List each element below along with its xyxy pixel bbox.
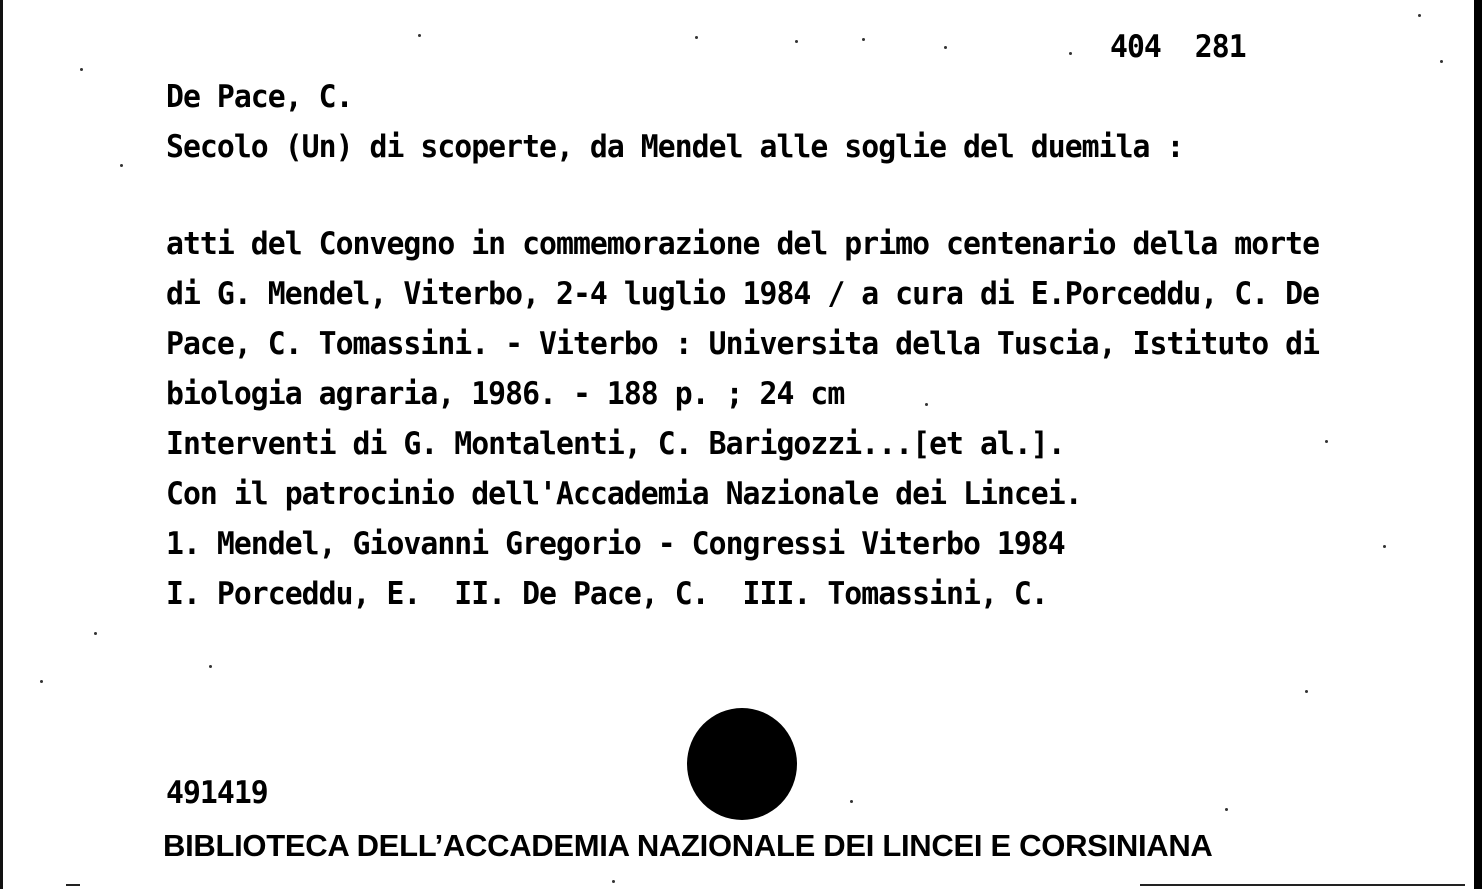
body-line: biologia agraria, 1986. - 188 p. ; 24 cm <box>166 376 845 412</box>
library-name: BIBLIOTECA DELL’ACCADEMIA NAZIONALE DEI LINCEI E CORSINIANA <box>163 828 1213 863</box>
body-line: I. Porceddu, E. II. De Pace, C. III. Tomassini, C. <box>166 576 1048 612</box>
inventory-number: 491419 <box>166 775 268 811</box>
call-number: 404 281 <box>1110 29 1246 65</box>
punch-hole <box>687 708 797 820</box>
author-heading: De Pace, C. <box>166 79 353 115</box>
scan-edge-mark <box>66 884 80 886</box>
body-line: 1. Mendel, Giovanni Gregorio - Congressi Viterbo 1984 <box>166 526 1065 562</box>
scan-edge-mark <box>1140 884 1465 886</box>
body-line: Pace, C. Tomassini. - Viterbo : Universita della Tuscia, Istituto di <box>166 326 1320 362</box>
body-line: Con il patrocinio dell'Accademia Nazionale dei Lincei. <box>166 476 1082 512</box>
body-line: di G. Mendel, Viterbo, 2-4 luglio 1984 / a cura di E.Porceddu, C. De <box>166 276 1320 312</box>
card-body <box>166 219 1319 619</box>
body-line: Interventi di G. Montalenti, C. Barigozzi...[et al.]. <box>166 426 1065 462</box>
card-right-edge <box>1474 0 1482 889</box>
title-line: Secolo (Un) di scoperte, da Mendel alle soglie del duemila : <box>166 129 1184 165</box>
body-line: atti del Convegno in commemorazione del primo centenario della morte <box>166 226 1320 262</box>
card-left-edge <box>0 0 3 889</box>
